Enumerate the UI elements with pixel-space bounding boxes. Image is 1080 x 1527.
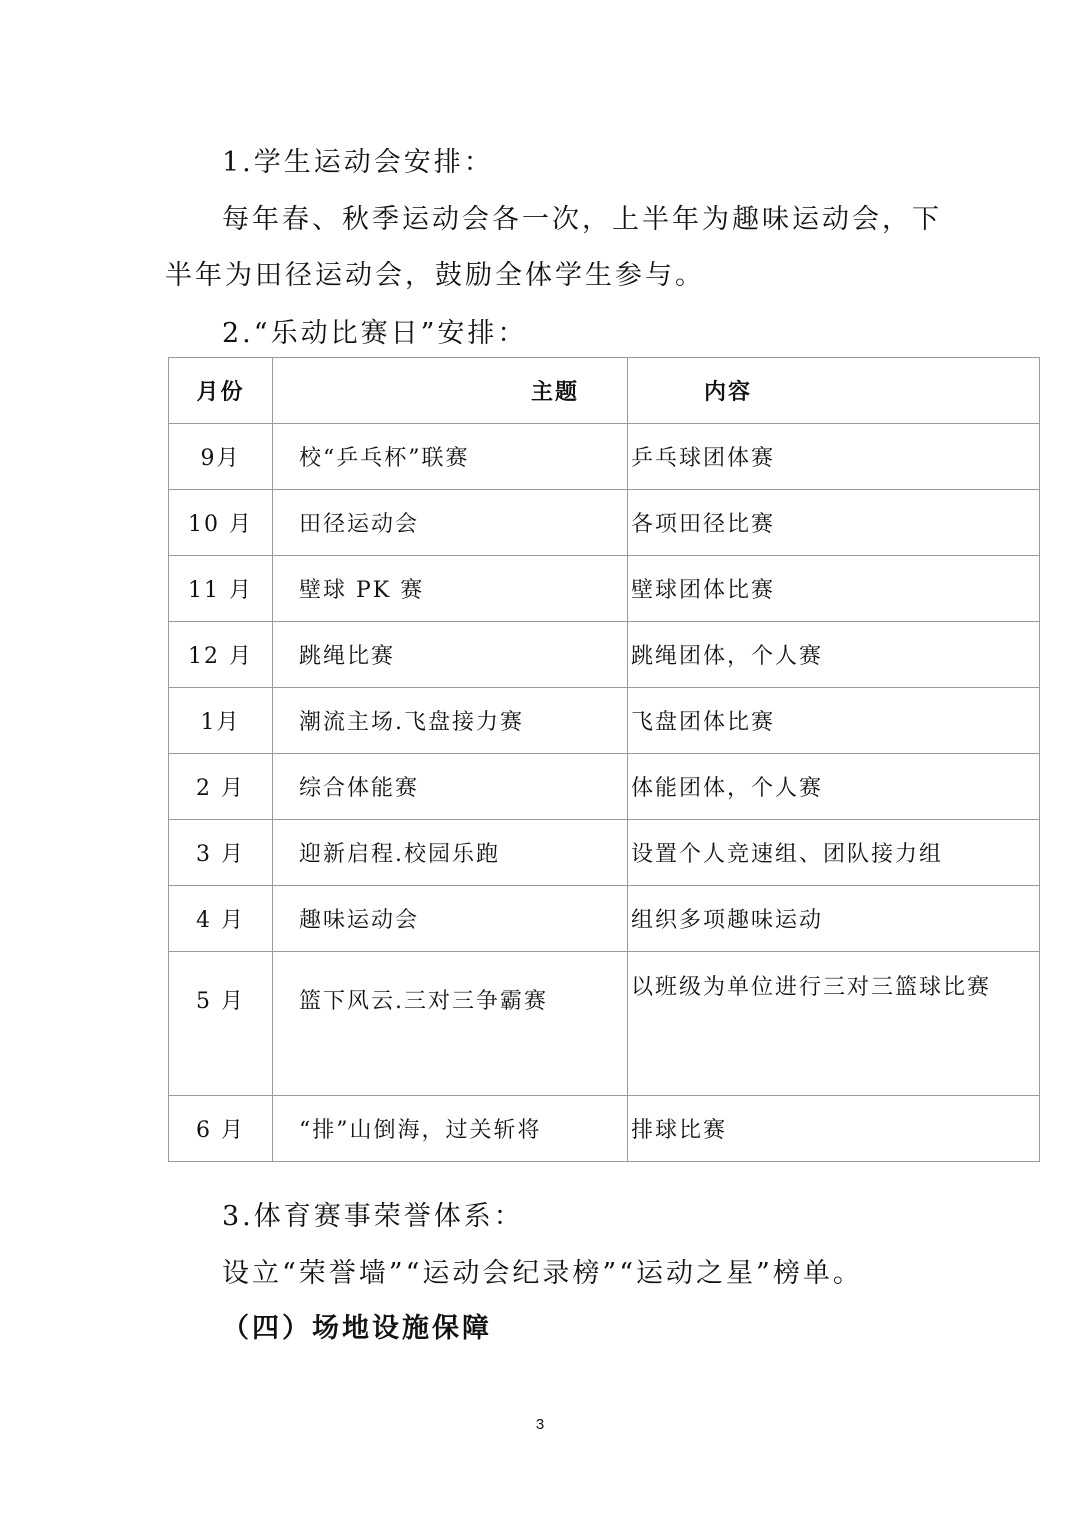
section-4-heading: （四）场地设施保障 [222,1313,492,1344]
month-cell: 3 月 [169,820,273,886]
section-2-heading: 2.“乐动比赛日”安排： [222,318,528,349]
theme-cell: 跳绳比赛 [273,622,628,688]
content-cell: 排球比赛 [628,1096,1040,1162]
theme-cell: 综合体能赛 [273,754,628,820]
theme-cell: 潮流主场.飞盘接力赛 [273,688,628,754]
table-row [169,1096,1040,1162]
table-row [169,424,1040,490]
header-theme: 主题 [273,358,628,424]
content-cell: 壁球团体比赛 [628,556,1040,622]
month-cell: 4 月 [169,886,273,952]
theme-cell: 趣味运动会 [273,886,628,952]
theme-cell: 校“乒乓杯”联赛 [273,424,628,490]
content-cell: 飞盘团体比赛 [628,688,1040,754]
table-row [169,622,1040,688]
content-cell: 体能团体，个人赛 [628,754,1040,820]
month-cell: 6 月 [169,1096,273,1162]
table-row [169,820,1040,886]
competition-schedule-table [168,357,1040,1162]
section-1-heading: 1.学生运动会安排： [222,147,494,178]
header-month: 月份 [169,358,273,424]
content-cell: 乒乓球团体赛 [628,424,1040,490]
table-row [169,556,1040,622]
section-1-paragraph-line-2: 半年为田径运动会，鼓励全体学生参与。 [165,260,705,291]
page-number: 3 [535,1416,545,1433]
content-cell: 跳绳团体，个人赛 [628,622,1040,688]
section-1-paragraph-line-1: 每年春、秋季运动会各一次，上半年为趣味运动会，下 [222,204,942,235]
section-3-heading: 3.体育赛事荣誉体系： [222,1201,524,1232]
month-cell: 12 月 [169,622,273,688]
month-cell: 1月 [169,688,273,754]
content-cell: 组织多项趣味运动 [628,886,1040,952]
theme-cell: 田径运动会 [273,490,628,556]
header-content: 内容 [628,358,1040,424]
month-cell: 11 月 [169,556,273,622]
section-3-paragraph: 设立“荣誉墙”“运动会纪录榜”“运动之星”榜单。 [222,1258,863,1289]
theme-cell: “排”山倒海，过关斩将 [273,1096,628,1162]
table-row [169,886,1040,952]
table-row [169,952,1040,1096]
table-header-row [169,358,1040,424]
theme-cell: 壁球 PK 赛 [273,556,628,622]
month-cell: 10 月 [169,490,273,556]
table-row [169,490,1040,556]
content-cell: 各项田径比赛 [628,490,1040,556]
content-cell: 设置个人竞速组、团队接力组 [628,820,1040,886]
content-cell: 以班级为单位进行三对三篮球比赛 [628,952,1040,1096]
month-cell: 9月 [169,424,273,490]
table-row [169,754,1040,820]
theme-cell: 迎新启程.校园乐跑 [273,820,628,886]
month-cell: 2 月 [169,754,273,820]
month-cell: 5 月 [169,952,273,1096]
theme-cell: 篮下风云.三对三争霸赛 [273,952,628,1096]
table-row [169,688,1040,754]
